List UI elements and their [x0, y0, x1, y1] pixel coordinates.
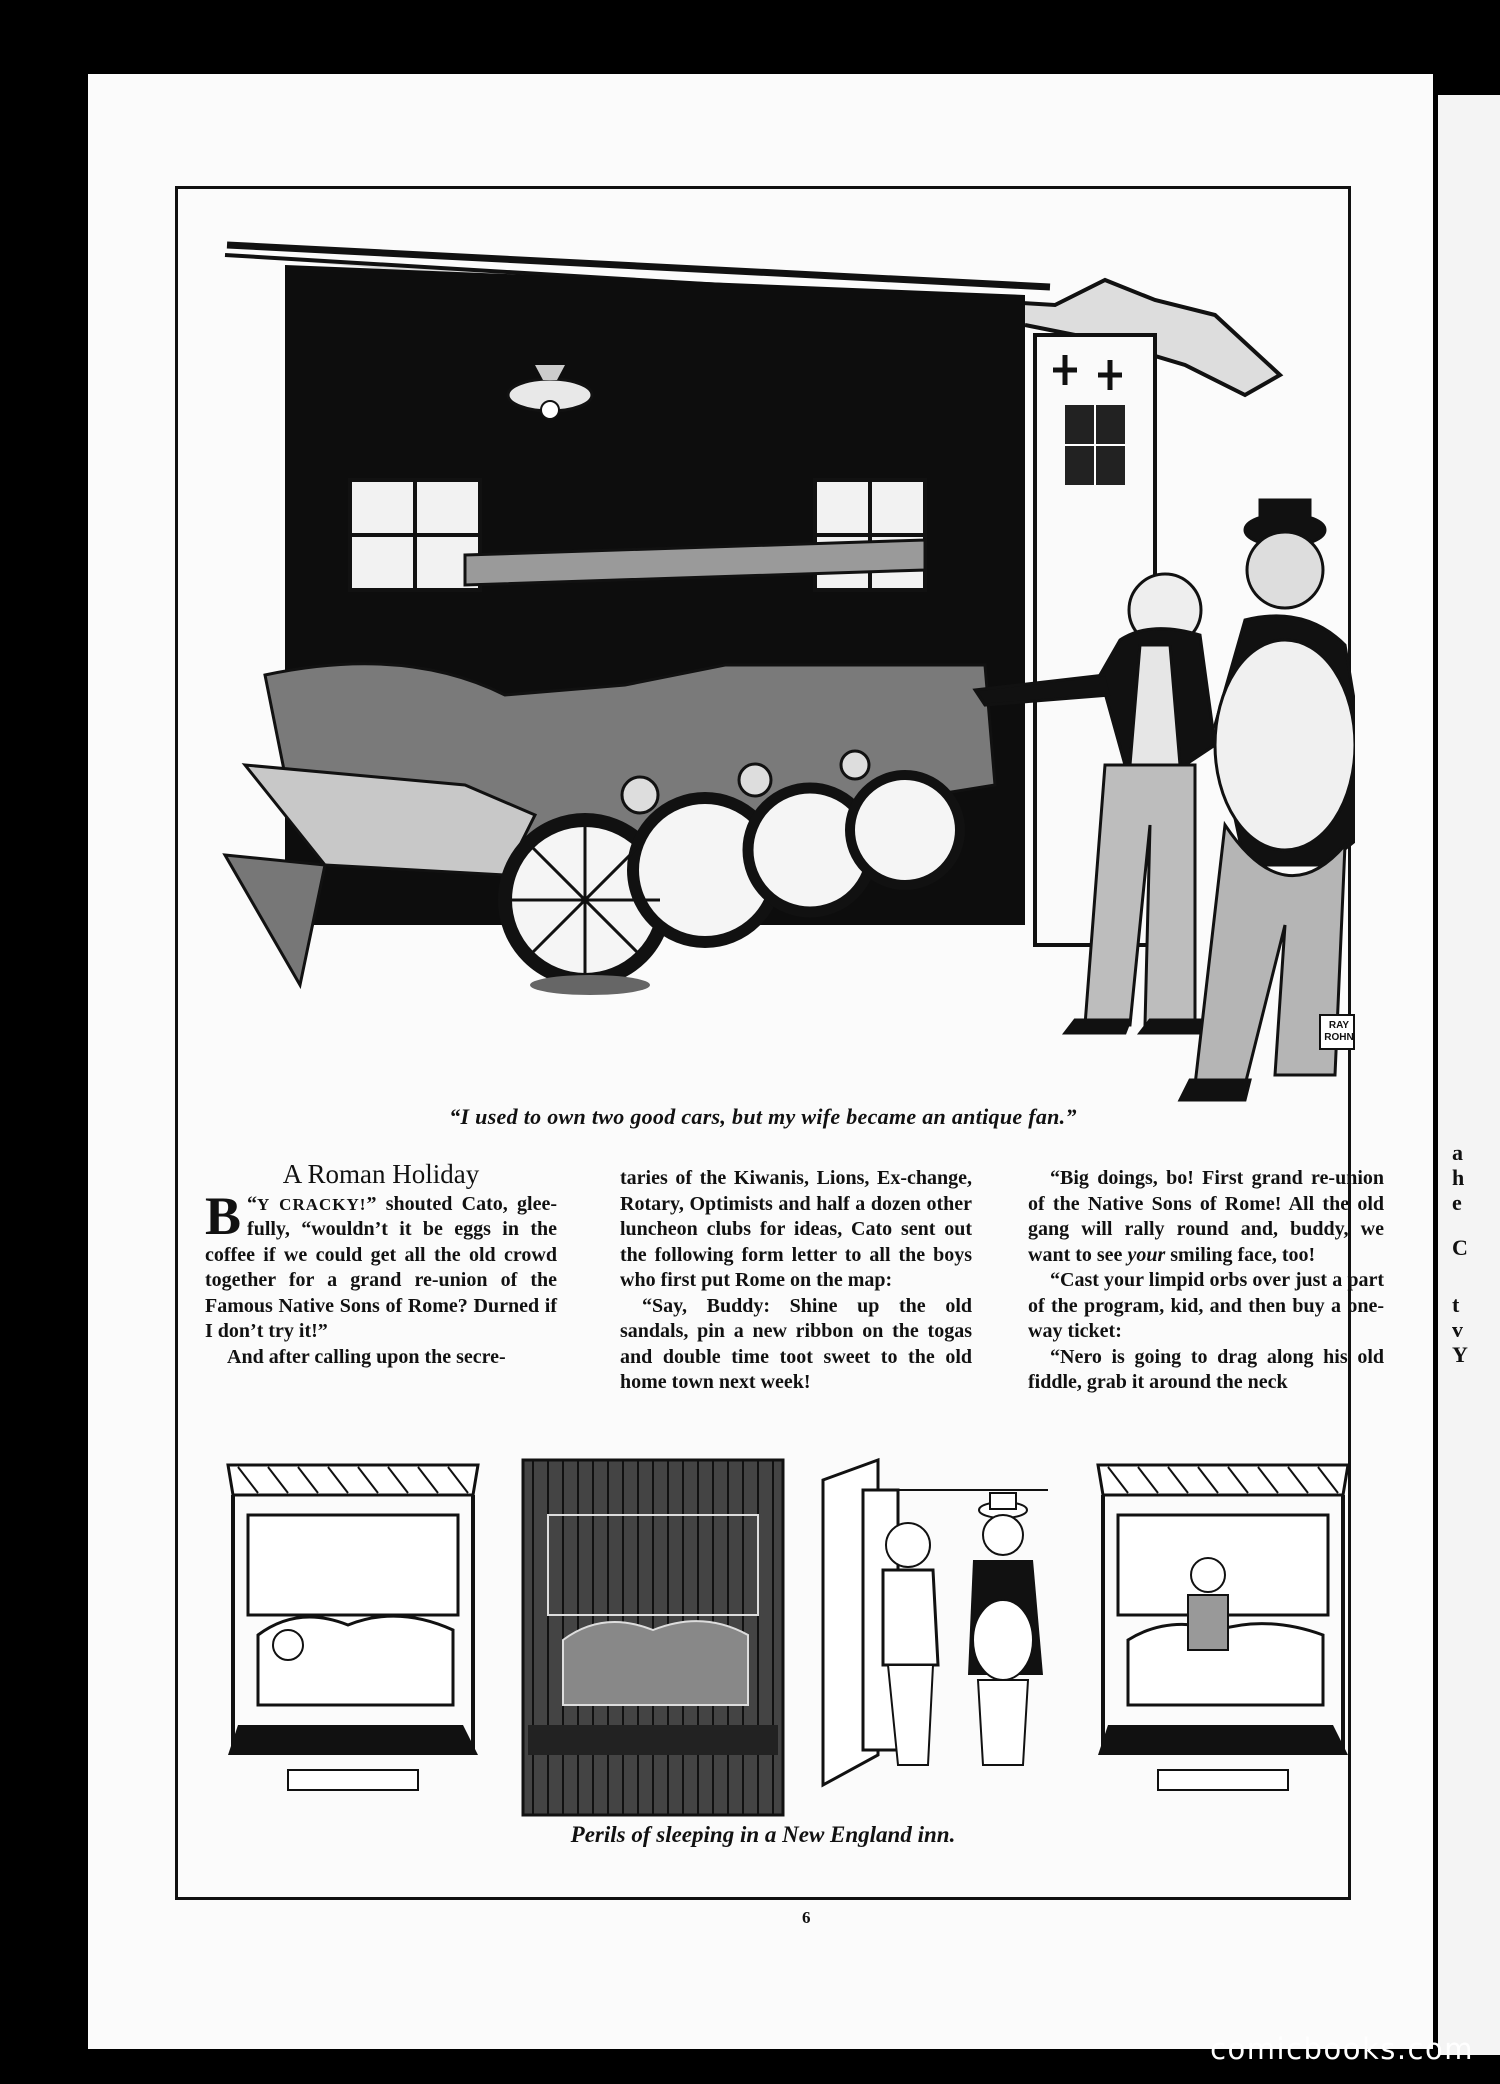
adjacent-page-letter: Y [1452, 1342, 1468, 1367]
article-title: A Roman Holiday [282, 1159, 480, 1189]
article-paragraph: And after calling upon the secre- [227, 1345, 506, 1368]
watermark: comicbooks.com [1210, 2032, 1474, 2066]
artist-signature-text: RAY ROHN [1324, 1020, 1354, 1043]
article-paragraph: “Say, Buddy: Shine up the old sandals, pin a new ribbon on the togas and double time toot sweet to the old home town next week! [620, 1294, 972, 1393]
adjacent-page-letter: t [1452, 1292, 1460, 1317]
inn-comic-strip [218, 1455, 1398, 1825]
adjacent-page-edge [1438, 95, 1500, 2055]
article-paragraph: “Nero is going to drag along his old fiddle, grab it around the neck [1028, 1345, 1384, 1393]
article-column-2 [620, 1166, 972, 1396]
strip-panel-4 [1098, 1465, 1348, 1790]
garage-cartoon [205, 225, 1355, 1105]
adjacent-page-letter: h [1452, 1165, 1465, 1190]
drop-cap: B [205, 1185, 242, 1246]
strip-panel-1 [228, 1465, 478, 1790]
article-paragraph: “ B Y CRACKY!” shouted Cato, glee-fully, “wouldn’t it be eggs in the coffee if we could get all the old crowd together for a grand re-union of the Famous Native Sons of Rome? Durned if I don’t try it!” [205, 1185, 558, 1342]
adjacent-page-letter: v [1452, 1317, 1463, 1342]
strip-panel-3 [823, 1460, 1048, 1785]
adjacent-page-letter: a [1452, 1140, 1463, 1165]
article-paragraph: “Cast your limpid orbs over just a part of the program, kid, and then buy a one-way ticket: [1028, 1269, 1384, 1342]
strip-caption: Perils of sleeping in a New England inn. [570, 1822, 956, 1847]
page-number: 6 [802, 1908, 811, 1927]
adjacent-page-letter: e [1452, 1190, 1462, 1215]
strip-panel-2 [523, 1460, 783, 1815]
article-paragraph: taries of the Kiwanis, Lions, Ex-change, Rotary, Optimists and half a dozen other luncheon clubs for ideas, Cato sent out the following form letter to all the boys who first put Rome on the map: [620, 1167, 972, 1291]
article-column-3 [1028, 1166, 1384, 1396]
article-column-1 [205, 1159, 558, 1370]
cartoon-caption: “I used to own two good cars, but my wife became an antique fan.” [449, 1104, 1077, 1129]
adjacent-page-letter: C [1452, 1235, 1468, 1260]
article-paragraph: “Big doings, bo! First grand re-union of the Native Sons of Rome! All the old gang will rally round and, buddy, we want to see your smiling face, too! [1028, 1167, 1384, 1266]
